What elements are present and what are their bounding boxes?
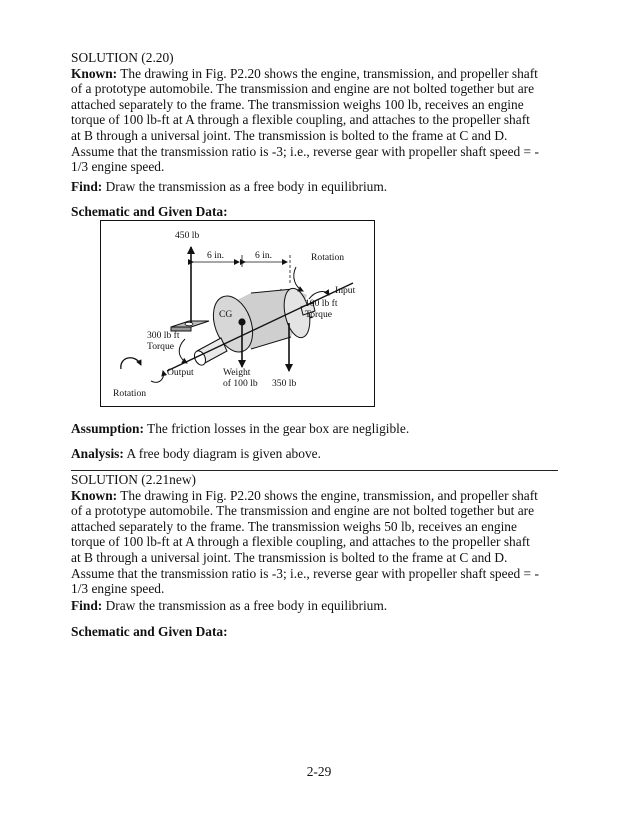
label-cg: CG (219, 309, 233, 320)
known-text: attached separately to the frame. The transmission weighs 100 lb, receives an engine (71, 96, 524, 112)
find-paragraph-221 (71, 598, 387, 614)
known-text: attached separately to the frame. The transmission weighs 50 lb, receives an engine (71, 518, 517, 534)
analysis-label: Analysis: (71, 446, 124, 461)
label-6-in-right: 6 in. (255, 250, 273, 261)
find-paragraph (71, 179, 387, 195)
find-label: Find: (71, 598, 103, 613)
solution-220-title: SOLUTION (2.20) (71, 50, 174, 65)
assumption-label: Assumption: (71, 421, 144, 436)
label-100-torque: Torque (305, 309, 333, 320)
known-text: The drawing in Fig. P2.20 shows the engine, transmission, and propeller shaft (117, 65, 538, 81)
assumption-text: The friction losses in the gear box are negligible. (143, 421, 410, 436)
known-text: of a prototype automobile. The transmission and engine are not bolted together but are (71, 503, 535, 519)
known-text: 1/3 engine speed. (71, 159, 165, 175)
solution-220-known (71, 50, 566, 175)
known-text: Assume that the transmission ratio is -3; i.e., reverse gear with propeller shaft speed = - (71, 565, 539, 581)
label-300-torque: Torque (147, 341, 175, 352)
assumption-paragraph (71, 421, 409, 437)
output-torque-arrow (179, 339, 187, 363)
known-text: torque of 100 lb-ft at A through a flexible coupling, and attaches to the propeller shaft (71, 534, 530, 550)
input-rotation-arrow (294, 267, 303, 291)
analysis-text: A free body diagram is given above. (123, 446, 321, 461)
label-350-lb: 350 lb (272, 378, 297, 389)
page-number: 2-29 (306, 764, 332, 779)
label-output: Output (167, 367, 194, 378)
known-text: The drawing in Fig. P2.20 shows the engine, transmission, and propeller shaft (117, 487, 538, 503)
output-rotation-arrow (121, 358, 141, 369)
solution-221-title: SOLUTION (2.21new) (71, 472, 196, 487)
label-300-lb-ft: 300 lb ft (147, 330, 180, 341)
known-text: Assume that the transmission ratio is -3; i.e., reverse gear with propeller shaft speed = - (71, 143, 539, 159)
label-weight: Weight (223, 367, 251, 378)
solution-221-known (71, 472, 566, 597)
known-text: at B through a universal joint. The transmission is bolted to the frame at C and D. (71, 549, 508, 565)
find-text: Draw the transmission as a free body in equilibrium. (102, 179, 388, 194)
find-text: Draw the transmission as a free body in equilibrium. (102, 598, 388, 613)
section-divider (71, 470, 558, 471)
known-text: at B through a universal joint. The transmission is bolted to the frame at C and D. (71, 127, 508, 143)
cg-point (238, 318, 245, 325)
label-rotation-bottom: Rotation (113, 388, 147, 399)
known-text: of a prototype automobile. The transmission and engine are not bolted together but are (71, 81, 535, 97)
transmission-housing (192, 286, 315, 367)
analysis-paragraph (71, 446, 321, 462)
transmission-free-body-diagram (100, 220, 375, 407)
label-rotation-top: Rotation (311, 252, 345, 263)
output-arrow (151, 371, 163, 382)
known-text: torque of 100 lb-ft at A through a flexible coupling, and attaches to the propeller shaft (71, 112, 530, 128)
label-100-lb-ft: 100 lb ft (305, 298, 338, 309)
label-450-lb: 450 lb (175, 230, 200, 241)
label-weight-of-100: of 100 lb (223, 378, 258, 389)
known-label: Known: (71, 487, 118, 503)
known-text: 1/3 engine speed. (71, 581, 165, 597)
schematic-heading: Schematic and Given Data: (71, 204, 228, 219)
schematic-heading-221: Schematic and Given Data: (71, 624, 228, 639)
find-label: Find: (71, 179, 103, 194)
label-6-in-left: 6 in. (207, 250, 225, 261)
label-input: Input (335, 285, 356, 296)
known-label: Known: (71, 65, 118, 81)
